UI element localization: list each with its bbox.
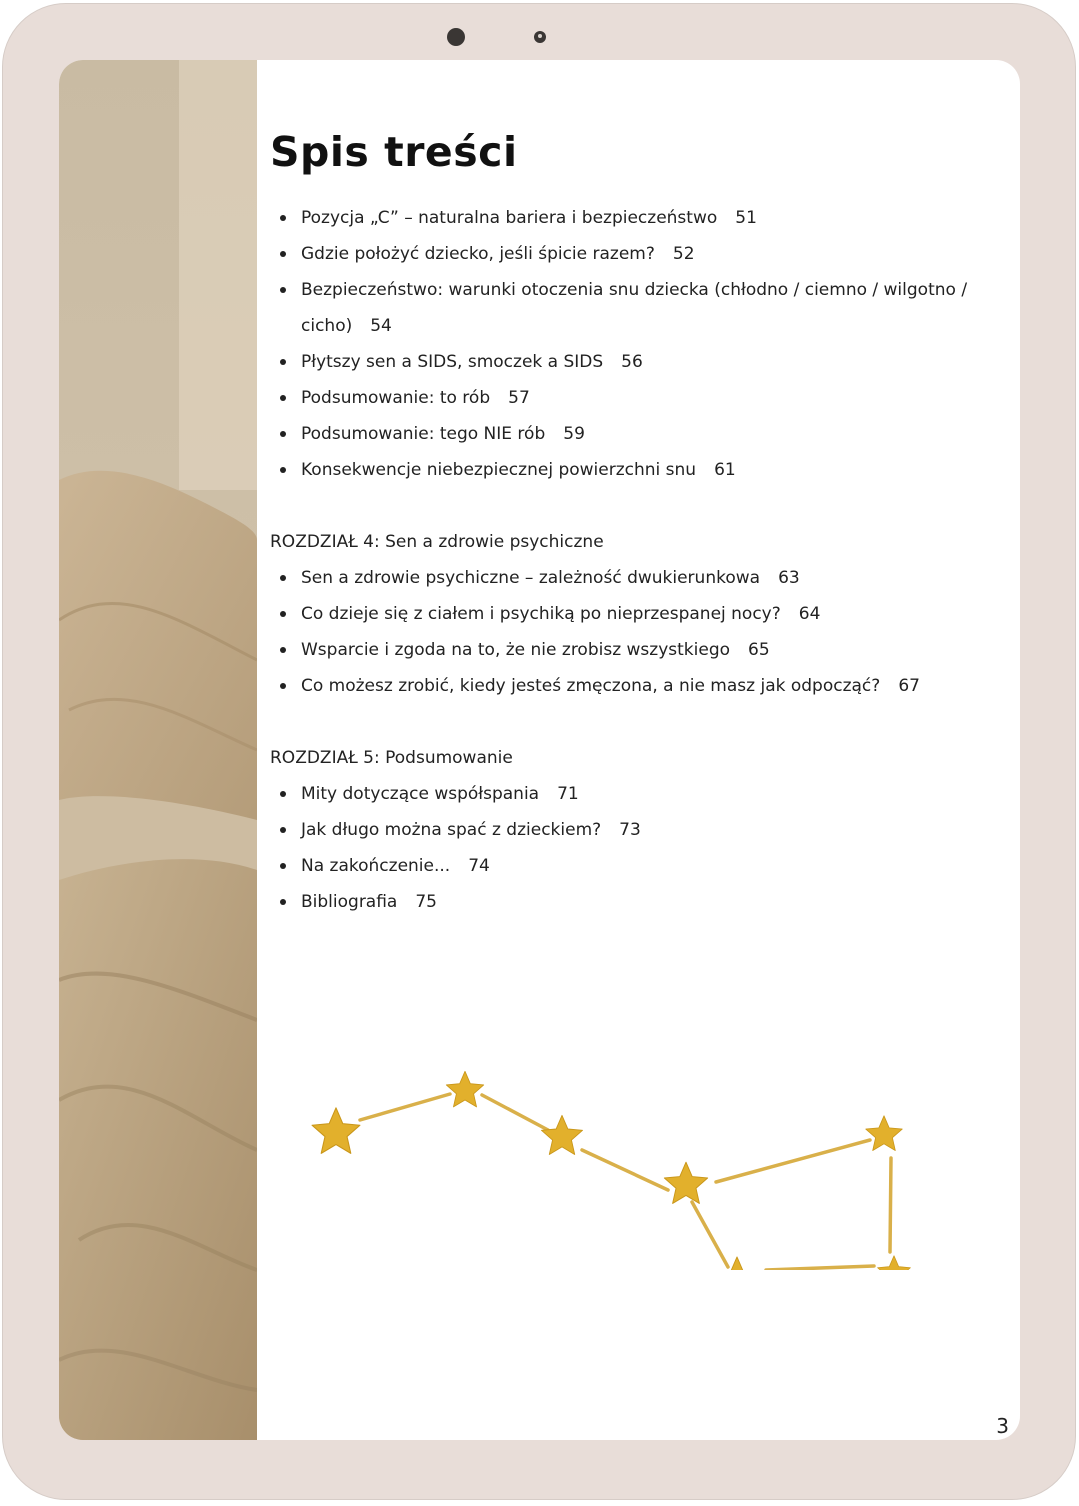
- constellation-stars: [312, 1071, 910, 1270]
- camera-sensor-icon: [534, 31, 546, 43]
- toc-item-label: Co dzieje się z ciałem i psychiką po nieprzespanej nocy?: [301, 604, 781, 624]
- toc-items: [270, 776, 990, 920]
- toc-item[interactable]: [270, 596, 990, 632]
- document-page: [59, 60, 1020, 1440]
- toc-item[interactable]: [270, 560, 990, 596]
- toc-item-label: Wsparcie i zgoda na to, że nie zrobisz wszystkiego: [301, 640, 731, 660]
- toc-item[interactable]: [270, 344, 990, 380]
- toc-item-page: 64: [798, 604, 821, 624]
- toc-item-label: Bezpieczeństwo: warunki otoczenia snu dziecka (chłodno / ciemno / wilgotno / cicho): [301, 280, 968, 336]
- toc-item-label: Pozycja „C” – naturalna bariera i bezpieczeństwo: [301, 208, 718, 228]
- toc-item-label: Konsekwencje niebezpiecznej powierzchni snu: [301, 460, 697, 480]
- constellation-line: [692, 1202, 728, 1267]
- toc-item[interactable]: [270, 272, 990, 344]
- toc-item-label: Płytszy sen a SIDS, smoczek a SIDS: [301, 352, 604, 372]
- tablet-frame: [2, 3, 1076, 1500]
- toc-item[interactable]: [270, 776, 990, 812]
- toc-item[interactable]: [270, 416, 990, 452]
- toc-item[interactable]: [270, 200, 990, 236]
- toc-item-page: 73: [619, 820, 641, 840]
- toc-section: [270, 200, 990, 488]
- table-of-contents: [270, 60, 1020, 1440]
- toc-section: [270, 524, 990, 704]
- constellation-line: [482, 1095, 548, 1130]
- toc-item[interactable]: [270, 236, 990, 272]
- toc-item-page: 67: [898, 676, 920, 696]
- toc-item-page: 71: [557, 784, 579, 804]
- toc-item-label: Jak długo można spać z dzieckiem?: [301, 820, 602, 840]
- constellation-lines: [360, 1094, 891, 1270]
- page-number: 3: [996, 1414, 1009, 1438]
- toc-item-label: Podsumowanie: tego NIE rób: [301, 424, 546, 444]
- star-icon: [446, 1071, 483, 1107]
- constellation-line: [360, 1094, 450, 1120]
- toc-item-page: 59: [563, 424, 585, 444]
- toc-item-label: Gdzie położyć dziecko, jeśli śpicie razem?: [301, 244, 655, 264]
- toc-item-label: Mity dotyczące współspania: [301, 784, 540, 804]
- toc-list: [270, 200, 990, 920]
- toc-item-page: 65: [748, 640, 770, 660]
- toc-item-page: 63: [778, 568, 800, 588]
- toc-item[interactable]: [270, 668, 990, 704]
- star-icon: [878, 1256, 911, 1270]
- toc-item-label: Bibliografia: [301, 892, 398, 912]
- beige-bedding-photo: [59, 60, 257, 1440]
- toc-item-page: 57: [508, 388, 530, 408]
- constellation-line: [766, 1266, 874, 1270]
- constellation-line: [716, 1140, 870, 1182]
- toc-items: [270, 560, 990, 704]
- toc-item[interactable]: [270, 848, 990, 884]
- star-icon: [312, 1108, 360, 1154]
- star-constellation-illustration: [310, 1030, 930, 1270]
- toc-item[interactable]: [270, 812, 990, 848]
- chapter-heading: ROZDZIAŁ 4: Sen a zdrowie psychiczne: [270, 532, 604, 552]
- toc-item-page: 74: [468, 856, 490, 876]
- toc-item-page: 54: [370, 316, 392, 336]
- chapter-heading: ROZDZIAŁ 5: Podsumowanie: [270, 748, 513, 768]
- star-icon: [866, 1116, 902, 1151]
- toc-item-page: 56: [621, 352, 643, 372]
- toc-item-label: Sen a zdrowie psychiczne – zależność dwukierunkowa: [301, 568, 761, 588]
- constellation-line: [582, 1150, 668, 1190]
- toc-item-label: Co możesz zrobić, kiedy jesteś zmęczona, a nie masz jak odpocząć?: [301, 676, 881, 696]
- toc-item-page: 75: [415, 892, 437, 912]
- toc-item-label: Podsumowanie: to rób: [301, 388, 491, 408]
- star-icon: [541, 1115, 582, 1154]
- toc-item-label: Na zakończenie...: [301, 856, 451, 876]
- toc-item-page: 52: [672, 244, 695, 264]
- toc-item[interactable]: [270, 632, 990, 668]
- star-icon: [664, 1162, 707, 1203]
- camera-lens-icon: [447, 28, 465, 46]
- constellation-line: [890, 1158, 891, 1252]
- toc-item[interactable]: [270, 884, 990, 920]
- toc-item[interactable]: [270, 452, 990, 488]
- toc-section: [270, 740, 990, 920]
- page-title: Spis treści: [270, 128, 518, 176]
- toc-item[interactable]: [270, 380, 990, 416]
- toc-item-page: 51: [735, 208, 757, 228]
- toc-items: [270, 200, 990, 488]
- toc-item-page: 61: [714, 460, 736, 480]
